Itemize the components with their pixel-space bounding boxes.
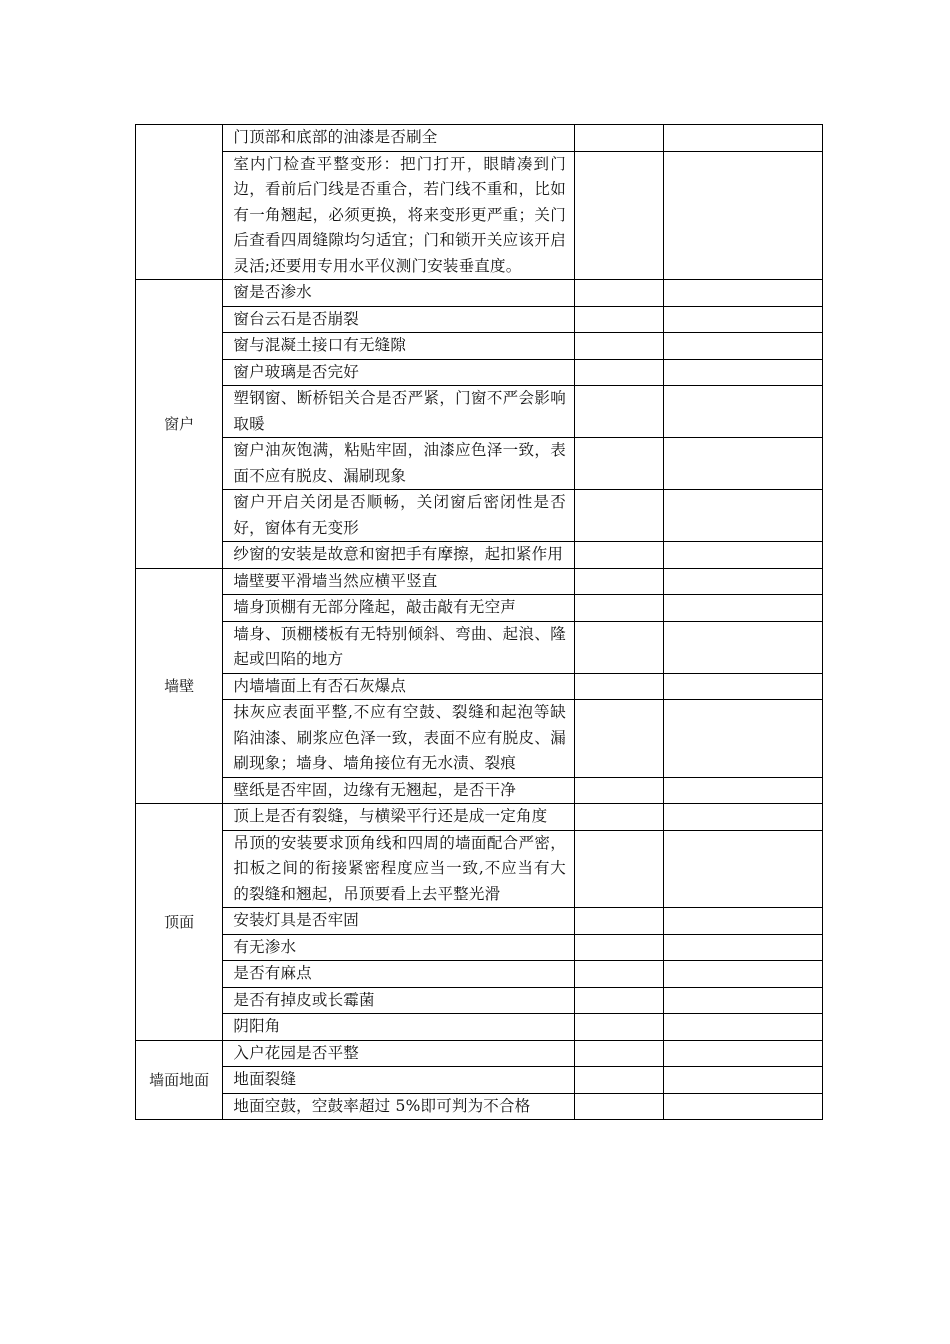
category-cell: 墙面地面: [136, 1040, 223, 1120]
inspection-item-cell: 门顶部和底部的油漆是否刷全: [223, 125, 575, 152]
table-row: [136, 306, 823, 333]
inspection-item-cell: 窗台云石是否崩裂: [223, 306, 575, 333]
inspection-item-cell: 窗与混凝土接口有无缝隙: [223, 333, 575, 360]
remarks-cell[interactable]: [664, 1093, 823, 1120]
inspection-item-cell: 纱窗的安装是故意和窗把手有摩擦，起扣紧作用: [223, 542, 575, 569]
inspection-item-cell: 塑钢窗、断桥铝关合是否严紧，门窗不严会影响取暖: [223, 386, 575, 438]
inspection-item-cell: 吊顶的安装要求顶角线和四周的墙面配合严密，扣板之间的衔接紧密程度应当一致,不应当有大的裂缝和翘起，吊顶要看上去平整光滑: [223, 830, 575, 908]
inspection-item-cell: 窗户开启关闭是否顺畅，关闭窗后密闭性是否好，窗体有无变形: [223, 490, 575, 542]
inspection-item-cell: 窗是否渗水: [223, 280, 575, 307]
check-result-cell[interactable]: [574, 542, 663, 569]
table-row: [136, 777, 823, 804]
remarks-cell[interactable]: [664, 804, 823, 831]
remarks-cell[interactable]: [664, 359, 823, 386]
table-row: [136, 621, 823, 673]
table-row: [136, 830, 823, 908]
inspection-table: [135, 124, 823, 1120]
inspection-item-cell: 内墙墙面上有否石灰爆点: [223, 673, 575, 700]
check-result-cell[interactable]: [574, 306, 663, 333]
table-body: [136, 125, 823, 1120]
remarks-cell[interactable]: [664, 1014, 823, 1041]
check-result-cell[interactable]: [574, 700, 663, 778]
category-cell: [136, 125, 223, 280]
category-cell: 窗户: [136, 280, 223, 569]
remarks-cell[interactable]: [664, 777, 823, 804]
check-result-cell[interactable]: [574, 934, 663, 961]
inspection-item-cell: 墙壁要平滑墙当然应横平竖直: [223, 568, 575, 595]
check-result-cell[interactable]: [574, 151, 663, 280]
check-result-cell[interactable]: [574, 621, 663, 673]
remarks-cell[interactable]: [664, 125, 823, 152]
table-row: [136, 542, 823, 569]
table-row: [136, 700, 823, 778]
remarks-cell[interactable]: [664, 306, 823, 333]
remarks-cell[interactable]: [664, 333, 823, 360]
check-result-cell[interactable]: [574, 961, 663, 988]
remarks-cell[interactable]: [664, 595, 823, 622]
remarks-cell[interactable]: [664, 438, 823, 490]
check-result-cell[interactable]: [574, 386, 663, 438]
check-result-cell[interactable]: [574, 125, 663, 152]
check-result-cell[interactable]: [574, 595, 663, 622]
remarks-cell[interactable]: [664, 987, 823, 1014]
remarks-cell[interactable]: [664, 673, 823, 700]
inspection-item-cell: 室内门检查平整变形：把门打开，眼睛凑到门边，看前后门线是否重合，若门线不重和，比如有一角翘起，必须更换，将来变形更严重；关门后查看四周缝隙均匀适宜；门和锁开关应该开启灵活;还要用专用水平仪测门安装垂直度。: [223, 151, 575, 280]
remarks-cell[interactable]: [664, 490, 823, 542]
table-row: [136, 333, 823, 360]
table-row: [136, 490, 823, 542]
check-result-cell[interactable]: [574, 568, 663, 595]
table-row: [136, 1067, 823, 1094]
table-row: [136, 1093, 823, 1120]
table-row: [136, 438, 823, 490]
remarks-cell[interactable]: [664, 1067, 823, 1094]
remarks-cell[interactable]: [664, 542, 823, 569]
remarks-cell[interactable]: [664, 621, 823, 673]
check-result-cell[interactable]: [574, 490, 663, 542]
check-result-cell[interactable]: [574, 830, 663, 908]
table-row: [136, 595, 823, 622]
remarks-cell[interactable]: [664, 961, 823, 988]
inspection-item-cell: 阴阳角: [223, 1014, 575, 1041]
remarks-cell[interactable]: [664, 280, 823, 307]
inspection-item-cell: 壁纸是否牢固，边缘有无翘起，是否干净: [223, 777, 575, 804]
check-result-cell[interactable]: [574, 1067, 663, 1094]
check-result-cell[interactable]: [574, 280, 663, 307]
table-row: [136, 908, 823, 935]
inspection-item-cell: 安装灯具是否牢固: [223, 908, 575, 935]
inspection-item-cell: 墙身顶棚有无部分隆起，敲击敲有无空声: [223, 595, 575, 622]
check-result-cell[interactable]: [574, 438, 663, 490]
inspection-item-cell: 有无渗水: [223, 934, 575, 961]
table-row: [136, 987, 823, 1014]
table-row: [136, 804, 823, 831]
table-row: [136, 280, 823, 307]
inspection-item-cell: 窗户玻璃是否完好: [223, 359, 575, 386]
inspection-item-cell: 入户花园是否平整: [223, 1040, 575, 1067]
check-result-cell[interactable]: [574, 1040, 663, 1067]
table-row: [136, 934, 823, 961]
remarks-cell[interactable]: [664, 830, 823, 908]
table-row: [136, 1040, 823, 1067]
check-result-cell[interactable]: [574, 333, 663, 360]
remarks-cell[interactable]: [664, 908, 823, 935]
check-result-cell[interactable]: [574, 673, 663, 700]
category-cell: 墙壁: [136, 568, 223, 804]
remarks-cell[interactable]: [664, 386, 823, 438]
remarks-cell[interactable]: [664, 934, 823, 961]
table-row: [136, 673, 823, 700]
table-row: [136, 961, 823, 988]
inspection-item-cell: 窗户油灰饱满，粘贴牢固，油漆应色泽一致，表面不应有脱皮、漏刷现象: [223, 438, 575, 490]
table-row: [136, 568, 823, 595]
table-row: [136, 151, 823, 280]
remarks-cell[interactable]: [664, 568, 823, 595]
inspection-item-cell: 抹灰应表面平整,不应有空鼓、裂缝和起泡等缺陷油漆、刷浆应色泽一致，表面不应有脱皮、漏刷现象；墙身、墙角接位有无水渍、裂痕: [223, 700, 575, 778]
table-row: [136, 359, 823, 386]
check-result-cell[interactable]: [574, 908, 663, 935]
inspection-item-cell: 墙身、顶棚楼板有无特别倾斜、弯曲、起浪、隆起或凹陷的地方: [223, 621, 575, 673]
inspection-item-cell: 是否有掉皮或长霉菌: [223, 987, 575, 1014]
check-result-cell[interactable]: [574, 1014, 663, 1041]
table-row: [136, 125, 823, 152]
inspection-item-cell: 地面空鼓，空鼓率超过 5%即可判为不合格: [223, 1093, 575, 1120]
remarks-cell[interactable]: [664, 151, 823, 280]
check-result-cell[interactable]: [574, 804, 663, 831]
inspection-item-cell: 顶上是否有裂缝，与横梁平行还是成一定角度: [223, 804, 575, 831]
inspection-item-cell: 是否有麻点: [223, 961, 575, 988]
remarks-cell[interactable]: [664, 700, 823, 778]
table-row: [136, 1014, 823, 1041]
table-row: [136, 386, 823, 438]
category-cell: 顶面: [136, 804, 223, 1041]
check-result-cell[interactable]: [574, 777, 663, 804]
inspection-item-cell: 地面裂缝: [223, 1067, 575, 1094]
check-result-cell[interactable]: [574, 987, 663, 1014]
check-result-cell[interactable]: [574, 359, 663, 386]
check-result-cell[interactable]: [574, 1093, 663, 1120]
remarks-cell[interactable]: [664, 1040, 823, 1067]
